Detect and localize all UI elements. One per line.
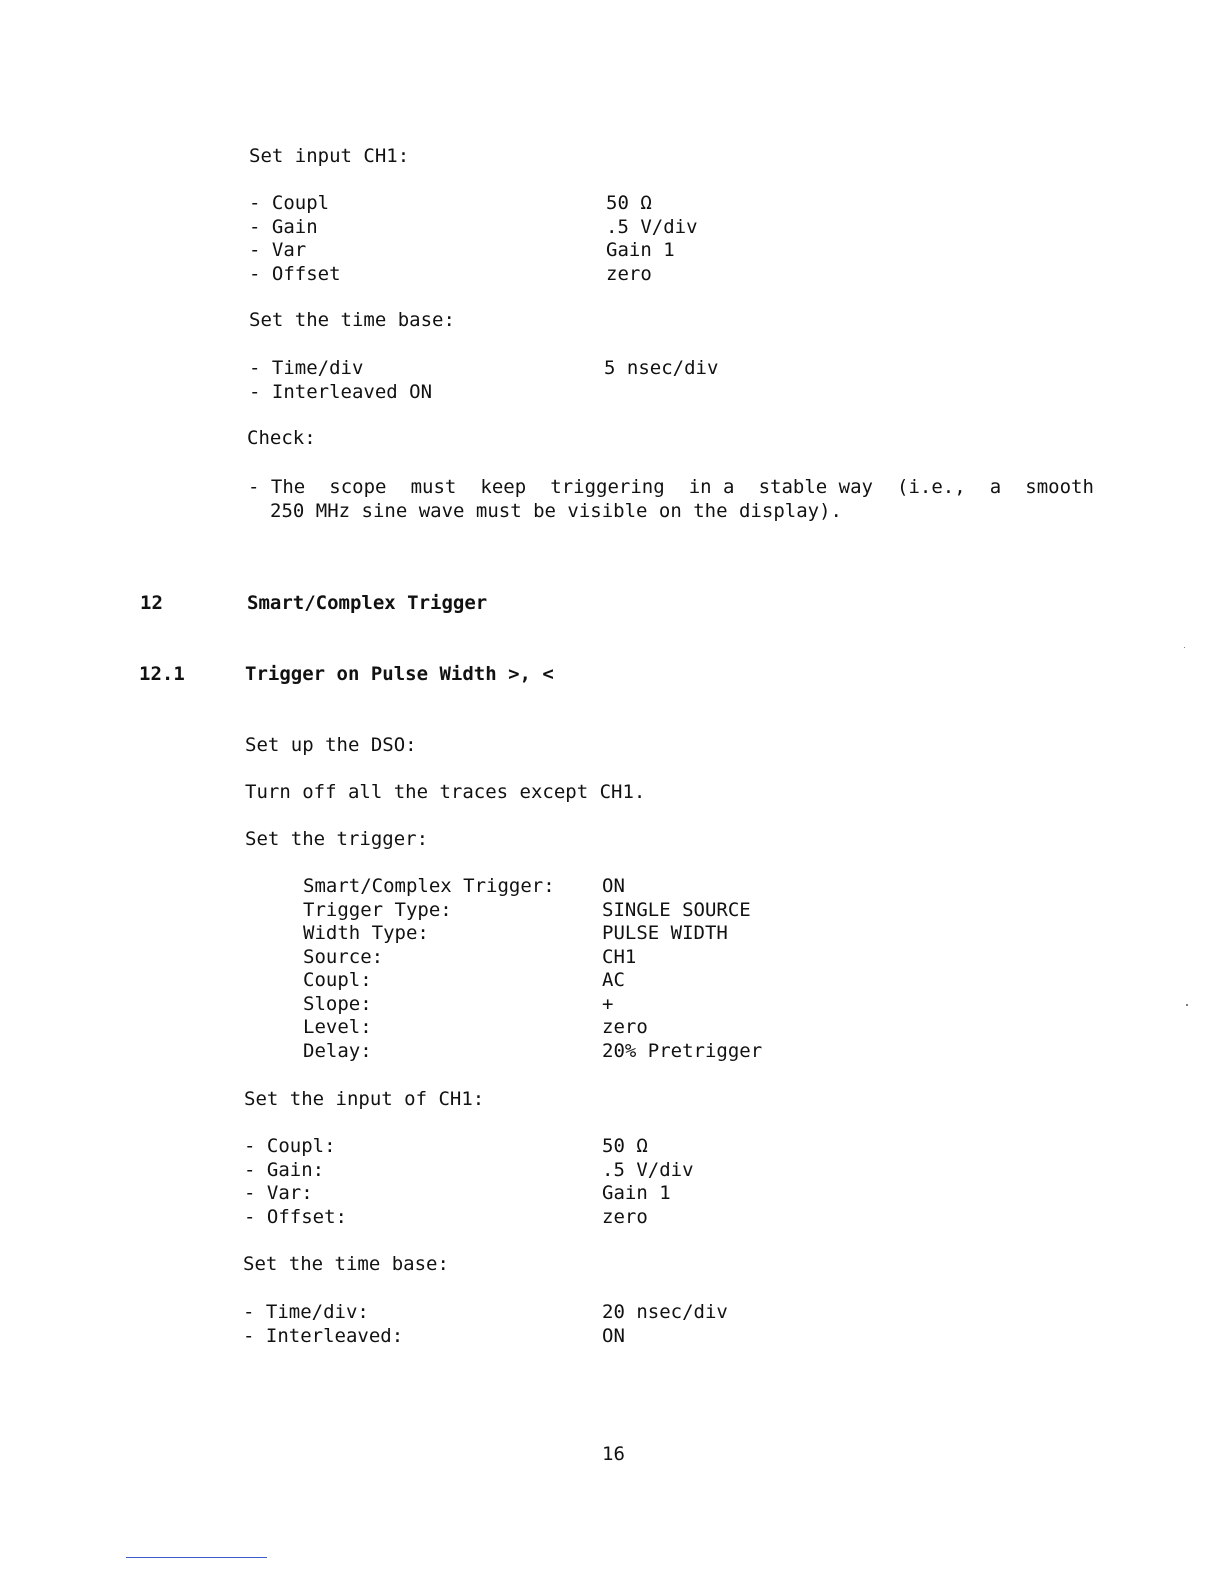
setting-value: zero [606,262,652,285]
setting-label: - Interleaved: [243,1324,404,1347]
setting-value: Gain 1 [602,1182,671,1204]
setting-value: 20% Pretrigger [602,1039,763,1062]
set-time-base-heading-2: Set the time base: [243,1253,449,1275]
page-number: 16 [602,1443,625,1465]
check-word: a [989,476,1002,498]
check-word: (i.e., [897,476,966,498]
setting-label: - Coupl [249,192,330,214]
subsection-number: 12.1 [139,663,185,685]
check-heading: Check: [247,427,316,449]
setting-value: zero [602,1205,648,1228]
setting-label: Smart/Complex Trigger: [303,875,555,897]
setting-label: - Var: [244,1182,313,1204]
check-line-1 [248,475,1094,499]
set-time-base-heading: Set the time base: [249,309,455,331]
setting-label: Source: [303,945,384,968]
setting-label: - Time/div [249,357,364,379]
setting-value: PULSE WIDTH [602,922,728,944]
setting-label: - Offset [249,262,341,285]
setting-label: - Var [249,239,307,261]
setting-label: - Time/div: [243,1301,369,1323]
setting-value: 50 Ω [606,192,652,214]
setting-label: Trigger Type: [303,898,452,921]
check-word: must [410,476,457,498]
scan-speck [1184,647,1185,648]
setting-label: Level: [303,1016,372,1038]
setting-label: - Coupl: [244,1135,336,1157]
setting-label: Width Type: [303,922,429,944]
setting-value: ON [602,875,625,897]
setting-value: 5 nsec/div [604,357,719,379]
turn-off-traces-line: Turn off all the traces except CH1. [245,781,646,803]
set-trigger-heading: Set the trigger: [245,828,429,850]
setting-value: + [602,992,614,1015]
section-title: Smart/Complex Trigger [247,592,488,614]
setting-value: AC [602,969,625,991]
setting-value: .5 V/div [606,215,698,238]
setting-value: CH1 [602,945,637,968]
setting-label: - Offset: [244,1205,347,1228]
setting-label: - Interleaved ON [249,380,433,403]
footer-rule [126,1557,267,1558]
check-word: scope [329,476,387,498]
section-number: 12 [140,592,163,614]
check-line-2: 250 MHz sine wave must be visible on the display). [270,500,842,522]
setting-value: 50 Ω [602,1135,648,1157]
setting-label: Delay: [303,1039,372,1062]
setting-label: Slope: [303,992,372,1015]
setting-label: - Gain: [244,1158,325,1181]
check-word: smooth [1025,476,1094,498]
setting-value: .5 V/div [602,1158,694,1181]
setting-value: 20 nsec/div [602,1301,728,1323]
setting-label: - Gain [249,215,318,238]
check-word: triggering [550,476,665,498]
setting-value: ON [602,1324,625,1347]
check-paragraph [248,475,1094,523]
setting-label: Coupl: [303,969,372,991]
check-word: stable way [758,476,873,498]
set-input-ch1-heading: Set input CH1: [249,145,410,167]
subsection-title: Trigger on Pulse Width >, < [245,663,554,685]
setup-dso-line: Set up the DSO: [245,734,417,756]
setting-value: SINGLE SOURCE [602,898,751,921]
check-word: keep [480,476,527,498]
setting-value: zero [602,1016,648,1038]
set-input-of-ch1-heading: Set the input of CH1: [244,1088,485,1110]
check-word: - The [248,476,306,498]
setting-value: Gain 1 [606,239,675,261]
scan-speck [1186,1004,1188,1006]
check-word: in a [688,476,735,498]
